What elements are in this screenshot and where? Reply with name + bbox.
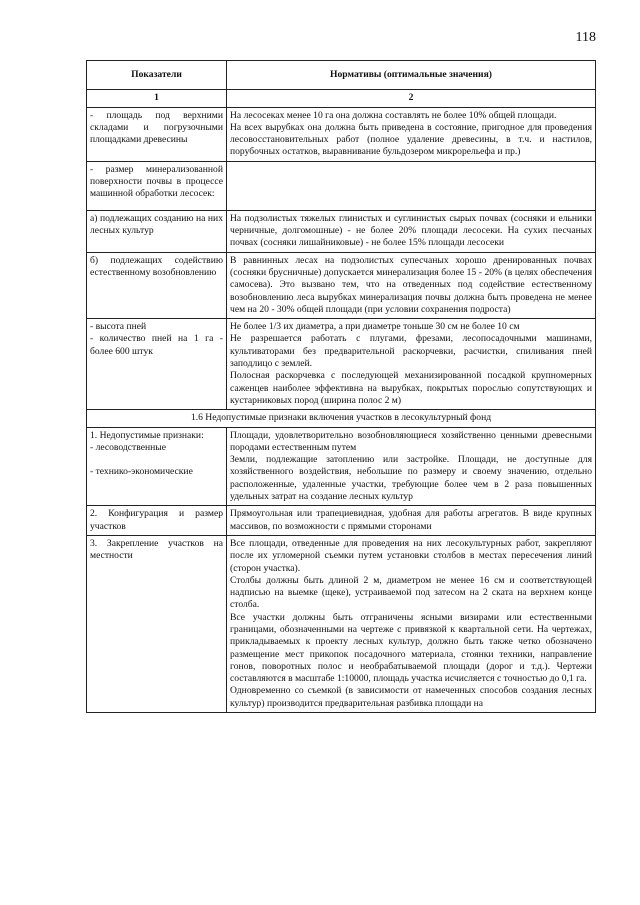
norm-paragraph: Не разрешается работать с плугами, фрезами, лесопосадочными машинами, культиваторами без предварительной раскорчевки, расчистки, спиливания пней заподлицо с землей. — [230, 333, 592, 370]
indicator-cell: а) подлежащих созданию на них лесных культур — [87, 210, 227, 252]
table-row — [87, 161, 596, 210]
rows-group-b — [87, 427, 596, 713]
header-norms: Нормативы (оптимальные значения) — [227, 61, 596, 90]
indicator-cell: б) подлежащих содействию естественному возобновлению — [87, 252, 227, 318]
norms-table — [86, 60, 596, 713]
norm-paragraph: Полосная раскорчевка с последующей механизированной посадкой крупномерных саженцев наиболее эффективна на вырубках, покрытых порослью сопутствующих и кустарниковых пород (ширина полос 2 м) — [230, 370, 592, 406]
indicator-cell — [87, 506, 227, 536]
indicator-cell — [87, 427, 227, 506]
section-row — [87, 410, 596, 427]
norm-paragraph: Площади, удовлетворительно возобновляющиеся хозяйственно ценными древесными породами естественным путем — [230, 429, 592, 453]
column-number-row — [87, 90, 596, 107]
norm-paragraph: Одновременно со съемкой (в зависимости от намеченных способов создания лесных культур) производится предварительная разбивка площади на — [230, 685, 592, 709]
header-indicators: Показатели — [87, 61, 227, 90]
indicator-line: 1. Недопустимые признаки: — [90, 429, 204, 441]
column-number-2: 2 — [227, 90, 596, 107]
norm-cell — [227, 252, 596, 318]
norm-cell — [227, 535, 596, 712]
norm-paragraph: Все участки должны быть отграничены ясными визирами или естественными границами, обозначенными на чертеже с привязкой к квартальной сети. На чертежах, прикладываемых к проекту лесных культур, должно быть также четко обозначено размещение мест прикопок посадочного материала, стоянки техники, направление гонов, поворотных полос и необрабатываемой площади (дорог и т.д.). Чертежи составляются в масштабе 1:10000, площадь участка исчисляется с точностью до 0,1 га. — [230, 611, 592, 685]
norm-cell — [227, 427, 596, 506]
norm-cell — [227, 319, 596, 410]
table-row — [87, 107, 596, 161]
table-row — [87, 506, 596, 536]
page-number: 118 — [575, 30, 596, 45]
norm-cell — [227, 161, 596, 210]
norm-paragraph: Все площади, отведенные для проведения на них лесокультурных работ, закрепляют после их угломерной съемки путем установки столбов в местах пересечения линий (сторон участка). — [230, 537, 592, 574]
norm-paragraph: Столбы должны быть длиной 2 м, диаметром не менее 16 см и соответствующей надписью на выемке (щеке), устраиваемой под затесом на 2 ската на верхнем конце столба. — [230, 574, 592, 611]
norm-cell — [227, 107, 596, 161]
table-row — [87, 319, 596, 410]
norm-paragraph: Земли, подлежащие затоплению или застройке. Площади, не доступные для хозяйственного воздействия, небольшие по размеру и своему значению, отдельно расположенные, удаленные участки, требующие более чем в 2 раза повышенных удельных затрат на создание лесных культур — [230, 454, 592, 503]
norm-paragraph: На лесосеках менее 10 га она должна составлять не более 10% общей площади. — [230, 109, 557, 121]
table-row — [87, 210, 596, 252]
indicator-line: - технико-экономические — [90, 466, 193, 478]
norm-paragraph: В равнинных лесах на подзолистых супесчаных хорошо дренированных почвах (сосняки брусничные) допускается минерализация более 15 - 20% (в целях обеспечения самосева). Это вызвано тем, что на отведенных под содействие естественному возобновлению леса вырубках минерализация почвы должна быть проведена не менее чем на 20 - 30% общей площади (при условии сохранения подроста) — [230, 254, 592, 315]
norm-paragraph: На всех вырубках она должна быть приведена в состояние, пригодное для проведения лесовосстановительных работ (полное удаление древесины, в т.ч. и настилов, порубочных остатков, выравнивание бульдозером микрорельефа и пр.) — [230, 121, 592, 158]
table-row — [87, 427, 596, 506]
rows-group-a — [87, 107, 596, 410]
indicator-cell — [87, 535, 227, 712]
indicator-line: - лесоводственные — [90, 441, 166, 453]
norm-cell — [227, 210, 596, 252]
indicator-cell: - площадь под верхними складами и погрузочными площадками древесины — [87, 107, 227, 161]
table-row — [87, 252, 596, 318]
indicator-line: 3. Закрепление участков на местности — [90, 537, 223, 562]
indicator-line: 2. Конфигурация и размер участков — [90, 508, 223, 532]
indicator-cell: - размер минерализованной поверхности почвы в процессе машинной обработки лесосек: — [87, 161, 227, 210]
column-number-1: 1 — [87, 90, 227, 107]
indicator-cell — [87, 319, 227, 410]
norm-cell — [227, 506, 596, 536]
section-title: 1.6 Недопустимые признаки включения участков в лесокультурный фонд — [87, 410, 596, 427]
header-row — [87, 61, 596, 90]
norm-paragraph: На подзолистых тяжелых глинистых и суглинистых сырых почвах (сосняки и ельники черничные, долгомошные) - не более 20% площади лесосеки. На сухих песчаных почвах (сосняки лишайниковые) - не более 15% площади лесосеки — [230, 212, 592, 249]
table-row — [87, 535, 596, 712]
indicator-text: - высота пней - количество пней на 1 га - более 600 штук — [90, 321, 223, 357]
norm-paragraph: Прямоугольная или трапециевидная, удобная для работы агрегатов. В виде крупных массивов, по возможности с прямыми сторонами — [230, 508, 592, 532]
indicator-line — [90, 454, 223, 466]
norm-paragraph: Не более 1/3 их диаметра, а при диаметре тоньше 30 см не более 10 см — [230, 321, 520, 333]
